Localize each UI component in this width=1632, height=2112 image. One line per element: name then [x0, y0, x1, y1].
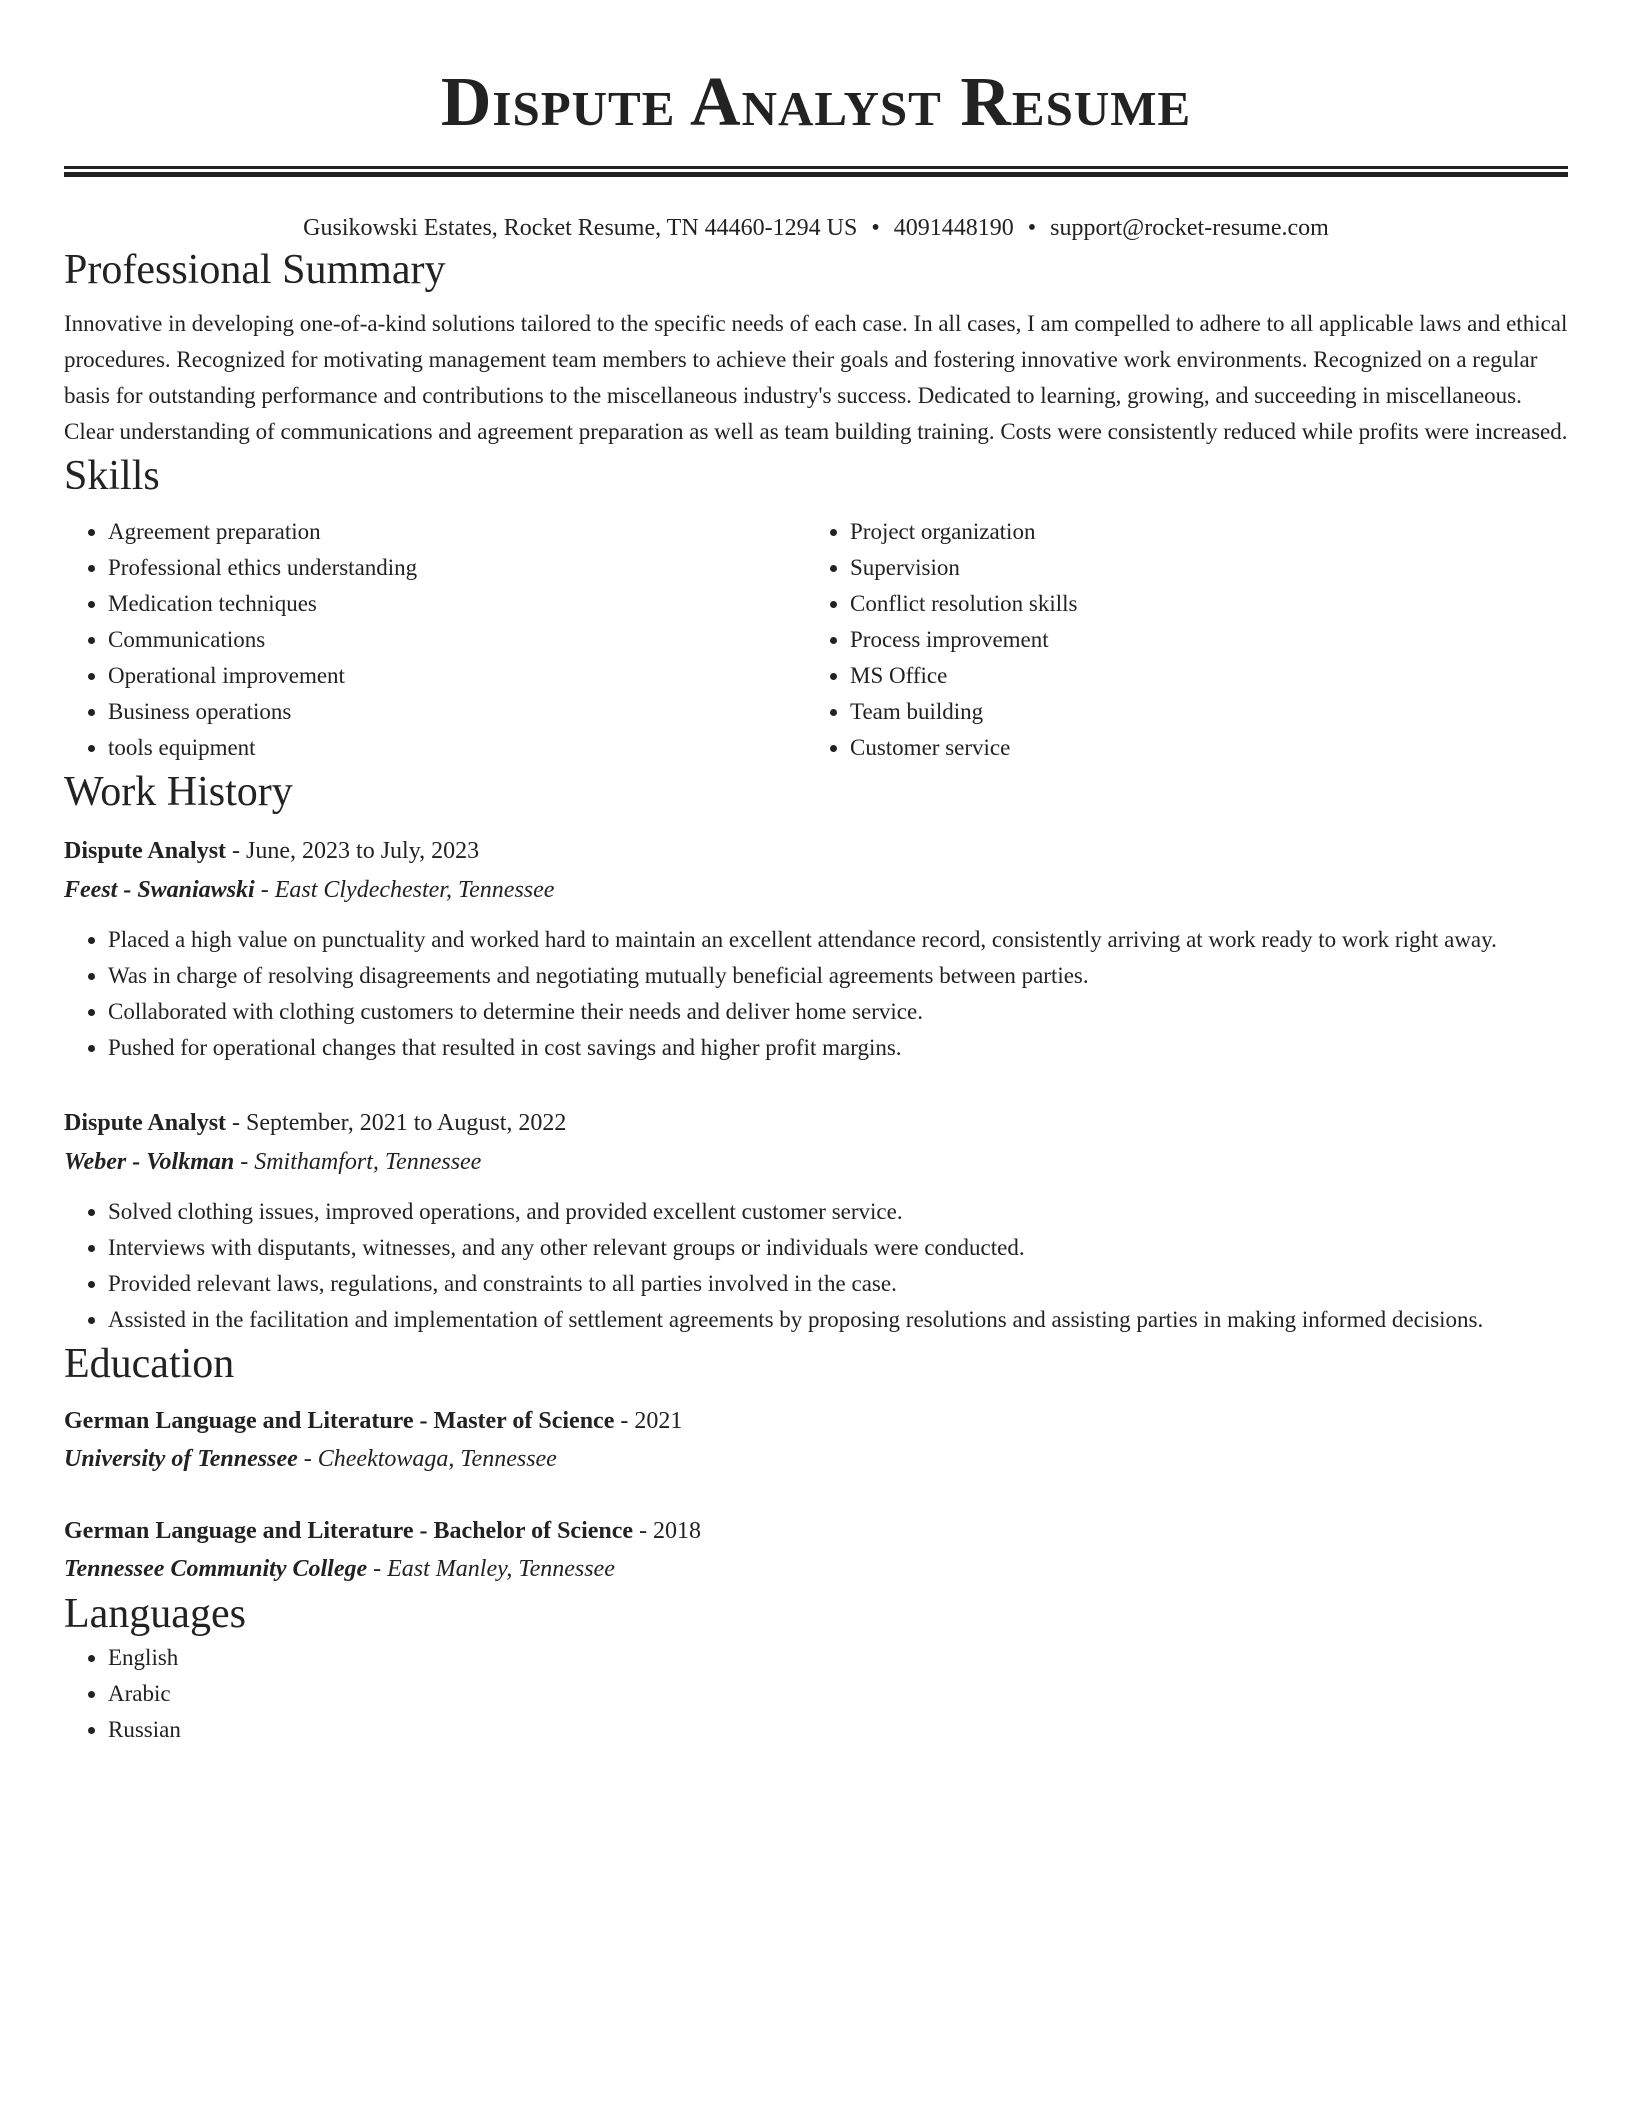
school-line [64, 1440, 1568, 1478]
degree-name: German Language and Literature - Bachelor of Science [64, 1518, 634, 1544]
work-history-heading: Work History [64, 769, 293, 815]
language-item: • Arabic [108, 1676, 1568, 1712]
job-company-line [64, 1142, 1568, 1182]
skills-column-right [806, 514, 1548, 766]
skill-item: • Customer service [850, 730, 1548, 766]
summary-section [64, 244, 1568, 450]
job-bullet: • Interviews with disputants, witnesses, and any other relevant groups or individuals were conducted. [108, 1230, 1568, 1266]
bullet-separator: • [1027, 215, 1037, 241]
languages-heading: Languages [64, 1591, 246, 1637]
skill-item: • Agreement preparation [108, 514, 806, 550]
job-dates: - June, 2023 to July, 2023 [226, 838, 480, 864]
job-bullet: • Provided relevant laws, regulations, and constraints to all parties involved in the case. [108, 1266, 1568, 1302]
job-bullet: • Collaborated with clothing customers to determine their needs and deliver home service. [108, 994, 1568, 1030]
job-bullet: • Placed a high value on punctuality and worked hard to maintain an excellent attendance record, consistently arriving at work ready to work right away. [108, 922, 1568, 958]
summary-text: Innovative in developing one-of-a-kind solutions tailored to the specific needs of each case. In all cases, I am compelled to adhere to all applicable laws and ethical procedures. Recognized for motivating management team members to achieve their goals and fostering innovative work environments. Recognized on a regular basis for outstanding performance and contributions to the miscellaneous industry's success. Dedicated to learning, growing, and succeeding in miscellaneous. Clear understanding of communications and agreement preparation as well as team building training. Costs were consistently reduced while profits were increased. [64, 311, 1568, 444]
skill-item: • Business operations [108, 694, 806, 730]
job-bullets [64, 1194, 1568, 1338]
skill-item: • Project organization [850, 514, 1548, 550]
language-item: • Russian [108, 1712, 1568, 1748]
skill-item: • Team building [850, 694, 1548, 730]
languages-list [64, 1640, 1568, 1748]
degree-year: - 2018 [633, 1518, 702, 1544]
education-entry [64, 1402, 1568, 1478]
job-entry [64, 1104, 1568, 1338]
summary-heading: Professional Summary [64, 247, 446, 293]
skills-grid [64, 514, 1568, 766]
job-title-line [64, 1104, 1568, 1142]
skill-item: • MS Office [850, 658, 1548, 694]
education-heading: Education [64, 1341, 235, 1387]
job-bullet: • Assisted in the facilitation and implementation of settlement agreements by proposing resolutions and assisting parties in making informed decisions. [108, 1302, 1568, 1338]
skill-item: • tools equipment [108, 730, 806, 766]
contact-line [64, 212, 1568, 244]
skill-item: • Conflict resolution skills [850, 586, 1548, 622]
school-name: Tennessee Community College [64, 1556, 368, 1582]
skills-section [64, 450, 1568, 766]
job-title: Dispute Analyst [64, 838, 227, 864]
skill-item: • Process improvement [850, 622, 1548, 658]
degree-name: German Language and Literature - Master of Science [64, 1408, 615, 1434]
languages-section [64, 1588, 1568, 1748]
job-title: Dispute Analyst [64, 1110, 227, 1136]
skill-item: • Operational improvement [108, 658, 806, 694]
contact-address: Gusikowski Estates, Rocket Resume, TN 44460-1294 US [303, 215, 858, 241]
title-double-rule [64, 166, 1568, 177]
work-history-section [64, 766, 1568, 1338]
skills-column-left [64, 514, 806, 766]
skills-list-right [806, 514, 1548, 766]
job-company-line [64, 870, 1568, 910]
degree-year: - 2021 [614, 1408, 683, 1434]
school-location: - Cheektowaga, Tennessee [297, 1446, 557, 1472]
job-bullets [64, 922, 1568, 1066]
page-title: Dispute Analyst Resume [440, 64, 1192, 141]
skill-item: • Supervision [850, 550, 1548, 586]
job-bullet: • Pushed for operational changes that resulted in cost savings and higher profit margins. [108, 1030, 1568, 1066]
job-location: - Smithamfort, Tennessee [234, 1149, 482, 1175]
degree-line [64, 1402, 1568, 1440]
education-entry [64, 1512, 1568, 1588]
job-company: Weber - Volkman [64, 1149, 235, 1175]
contact-phone: 4091448190 [893, 215, 1014, 241]
school-location: - East Manley, Tennessee [367, 1556, 615, 1582]
skills-list-left [64, 514, 806, 766]
skill-item: • Professional ethics understanding [108, 550, 806, 586]
language-item: • English [108, 1640, 1568, 1676]
education-section [64, 1338, 1568, 1588]
job-bullet: • Was in charge of resolving disagreements and negotiating mutually beneficial agreements between parties. [108, 958, 1568, 994]
job-entry [64, 832, 1568, 1066]
job-company: Feest - Swaniawski [64, 877, 255, 903]
bullet-separator: • [871, 215, 880, 241]
job-location: - East Clydechester, Tennessee [254, 877, 555, 903]
school-name: University of Tennessee [64, 1446, 298, 1472]
job-dates: - September, 2021 to August, 2022 [226, 1110, 567, 1136]
job-bullet: • Solved clothing issues, improved operations, and provided excellent customer service. [108, 1194, 1568, 1230]
degree-line [64, 1512, 1568, 1550]
job-title-line [64, 832, 1568, 870]
contact-email: support@rocket-resume.com [1050, 215, 1329, 241]
skills-heading: Skills [64, 453, 160, 499]
skill-item: • Medication techniques [108, 586, 806, 622]
skill-item: • Communications [108, 622, 806, 658]
school-line [64, 1550, 1568, 1588]
